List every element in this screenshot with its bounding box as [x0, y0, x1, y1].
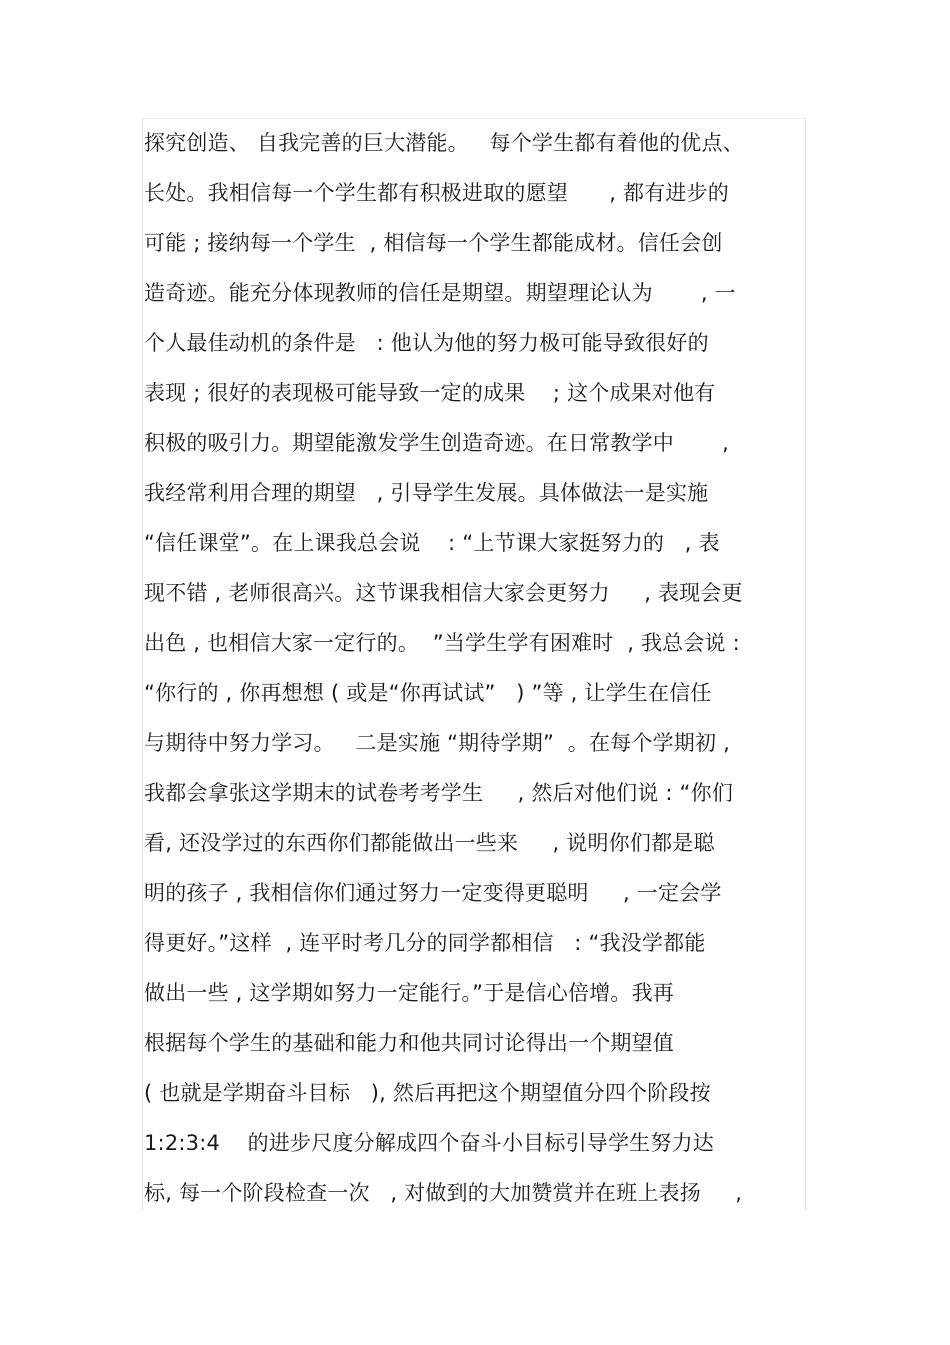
- text-line: 与期待中努力学习。 二是实施 “期待学期” 。在每个学期初 ,: [144, 731, 730, 755]
- text-line: 明的孩子 , 我相信你们通过努力一定变得更聪明 , 一定会学: [144, 881, 722, 905]
- text-line: 表现 ; 很好的表现极可能导致一定的成果 ; 这个成果对他有: [144, 381, 716, 405]
- text-line: 我都会拿张这学期末的试卷考考学生 , 然后对他们说 : “你们: [144, 781, 734, 805]
- text-line: 探究创造、 自我完善的巨大潜能。 每个学生都有着他的优点、: [144, 131, 744, 155]
- text-line: 个人最佳动机的条件是 : 他认为他的努力极可能导致很好的: [144, 331, 709, 355]
- text-line: 根据每个学生的基础和能力和他共同讨论得出一个期望值: [144, 1031, 674, 1055]
- text-line: 造奇迹。能充分体现教师的信任是期望。期望理论认为 , 一: [144, 281, 736, 305]
- text-line: “你行的 , 你再想想 ( 或是“你再试试” ) ”等 , 让学生在信任: [144, 681, 712, 705]
- text-line: 现不错 , 老师很高兴。这节课我相信大家会更努力 , 表现会更: [144, 581, 743, 605]
- text-line: 看, 还没学过的东西你们都能做出一些来 , 说明你们都是聪: [144, 831, 715, 855]
- text-line: ( 也就是学期奋斗目标 ), 然后再把这个期望值分四个阶段按: [144, 1081, 711, 1105]
- text-line: 我经常利用合理的期望 , 引导学生发展。具体做法一是实施: [144, 481, 709, 505]
- text-line: 1:2:3:4 的进步尺度分解成四个奋斗小目标引导学生努力达: [144, 1131, 714, 1155]
- text-line: 积极的吸引力。期望能激发学生创造奇迹。在日常教学中 ,: [144, 431, 729, 455]
- text-line: 出色 , 也相信大家一定行的。 ”当学生学有困难时 , 我总会说 :: [144, 631, 740, 655]
- text-line: “信任课堂”。在上课我总会说 : “上节课大家挺努力的 , 表: [144, 531, 720, 555]
- text-line: 做出一些 , 这学期如努力一定能行。”于是信心倍增。我再: [144, 981, 675, 1005]
- text-line: 标, 每一个阶段检查一次 , 对做到的大加赞赏并在班上表扬 ,: [144, 1181, 743, 1205]
- text-line: 得更好。”这样 , 连平时考几分的同学都相信 : “我没学都能: [144, 931, 706, 955]
- text-line: 长处。我相信每一个学生都有积极进取的愿望 , 都有进步的: [144, 181, 729, 205]
- document-body: [144, 118, 814, 1218]
- text-line: 可能 ; 接纳每一个学生 , 相信每一个学生都能成材。信任会创: [144, 231, 723, 255]
